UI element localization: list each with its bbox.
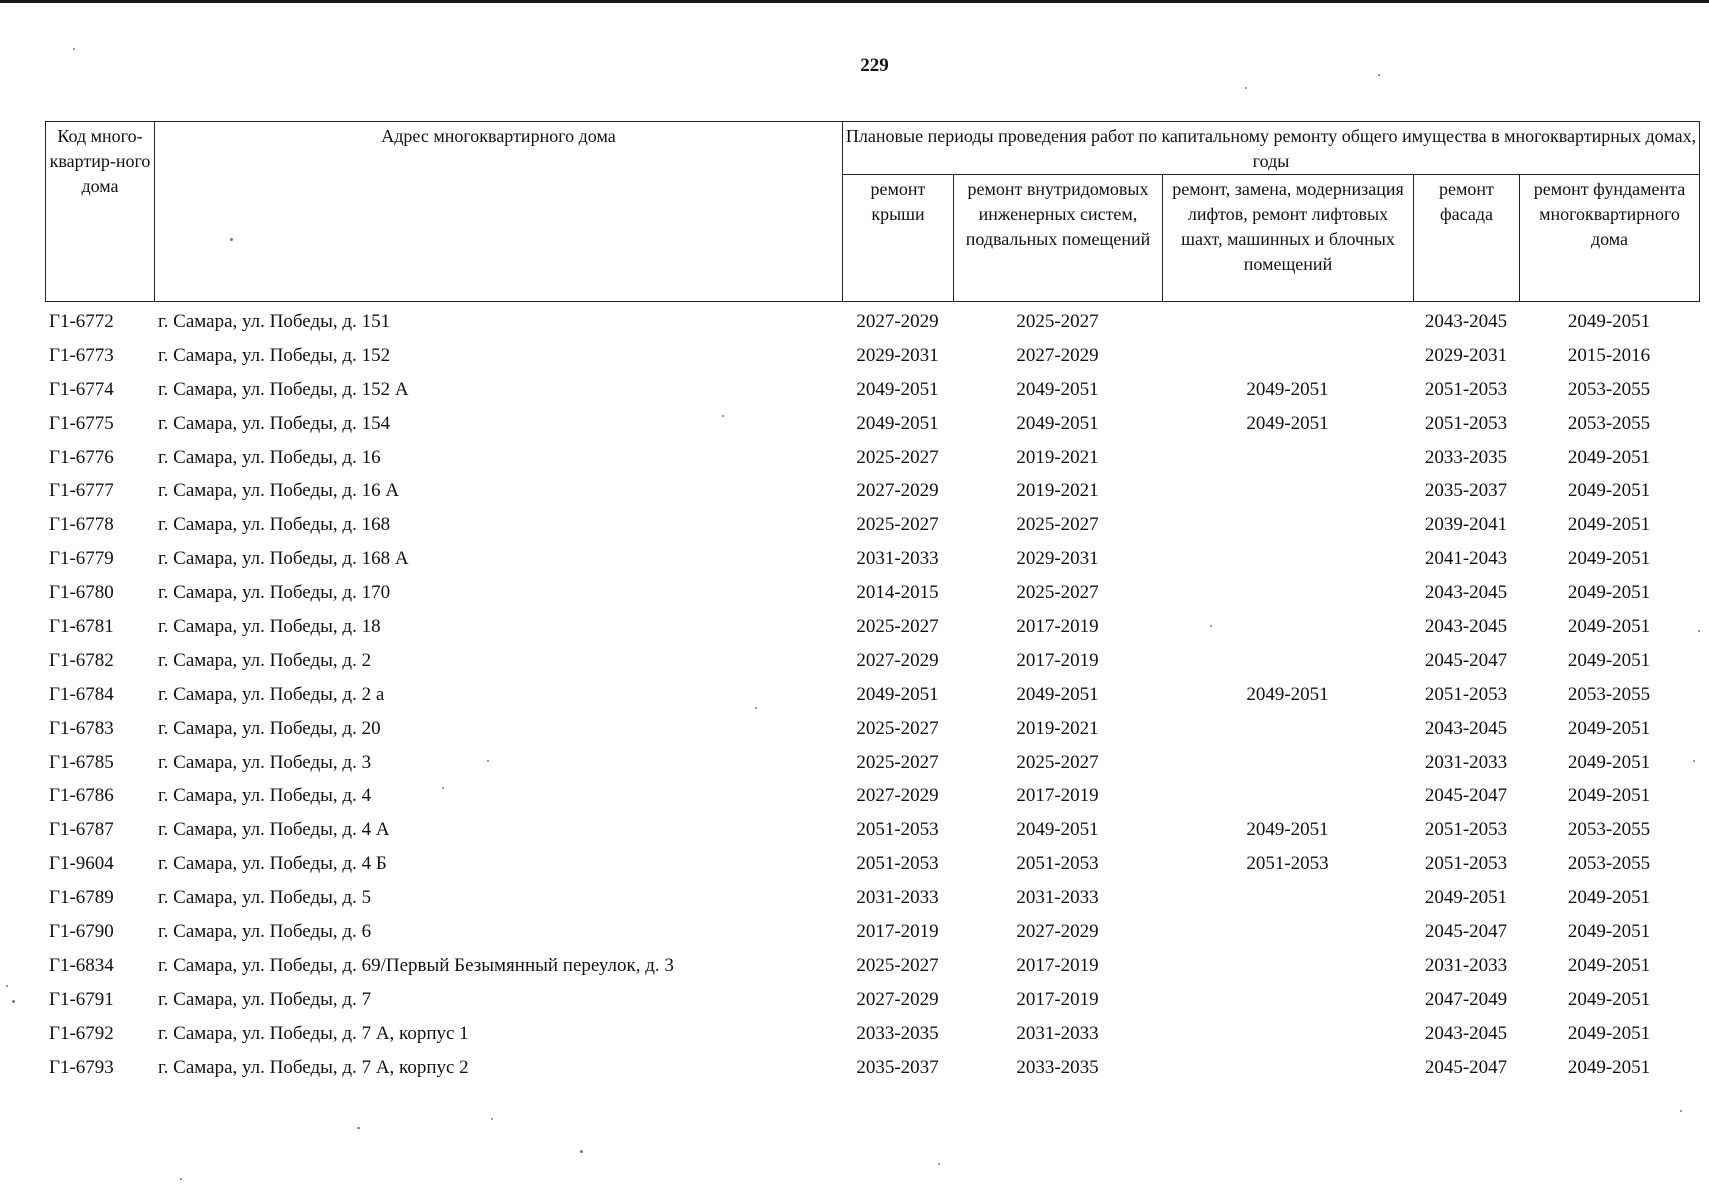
cell-facade: 2049-2051 [1424,887,1508,909]
cell-systems: 2025-2027 [1016,514,1099,536]
cell-lifts [1162,610,1413,644]
cell-address: г. Самара, ул. Победы, д. 152 [158,344,391,366]
cell-facade: 2045-2047 [1424,1056,1508,1078]
cell-foundation: 2049-2051 [1567,920,1651,942]
cell-roof: 2049-2051 [856,683,939,705]
cell-systems: 2049-2051 [1016,412,1099,434]
table-row [45,813,1699,847]
cell-address: г. Самара, ул. Победы, д. 69/Первый Безымянный переулок, д. 3 [158,954,674,976]
cell-lifts [1162,576,1413,610]
cell-lifts [1162,305,1413,339]
table-row [45,949,1699,983]
header-roof: ремонт крыши [843,175,954,302]
cell-lifts: 2049-2051 [1246,819,1329,841]
cell-roof: 2025-2027 [856,514,939,536]
cell-roof: 2027-2029 [856,649,939,671]
cell-foundation: 2049-2051 [1567,582,1651,604]
cell-systems: 2017-2019 [1016,615,1099,637]
cell-roof: 2049-2051 [856,378,939,400]
cell-foundation: 2049-2051 [1567,717,1651,739]
cell-systems: 2017-2019 [1016,785,1099,807]
cell-code: Г1-6834 [49,954,114,976]
table-row [45,983,1699,1017]
cell-address: г. Самара, ул. Победы, д. 4 [158,785,372,807]
cell-foundation: 2049-2051 [1567,446,1651,468]
cell-code: Г1-6778 [49,514,114,536]
cell-systems: 2029-2031 [1016,548,1099,570]
cell-roof: 2051-2053 [856,819,939,841]
cell-lifts [1162,644,1413,678]
cell-lifts [1162,1051,1413,1085]
cell-address: г. Самара, ул. Победы, д. 16 [158,446,381,468]
cell-systems: 2031-2033 [1016,887,1099,909]
cell-code: Г1-6786 [49,785,114,807]
cell-facade: 2043-2045 [1424,717,1508,739]
cell-code: Г1-6784 [49,683,114,705]
cell-systems: 2033-2035 [1016,1056,1099,1078]
cell-lifts [1162,746,1413,780]
cell-foundation: 2049-2051 [1567,751,1651,773]
cell-roof: 2035-2037 [856,1056,939,1078]
cell-roof: 2025-2027 [856,751,939,773]
cell-address: г. Самара, ул. Победы, д. 3 [158,751,372,773]
cell-facade: 2043-2045 [1424,1022,1508,1044]
cell-address: г. Самара, ул. Победы, д. 170 [158,582,391,604]
header-facade: ремонт фасада [1414,175,1520,302]
cell-code: Г1-6791 [49,988,114,1010]
table-row [45,779,1699,813]
cell-lifts: 2049-2051 [1246,412,1329,434]
cell-facade: 2033-2035 [1424,446,1508,468]
table-row [45,305,1699,339]
cell-address: г. Самара, ул. Победы, д. 168 А [158,548,409,570]
cell-lifts [1162,881,1413,915]
cell-address: г. Самара, ул. Победы, д. 7 [158,988,372,1010]
cell-code: Г1-6790 [49,920,114,942]
header-systems: ремонт внутридомовых инженерных систем, подвальных помещений [954,175,1163,302]
cell-systems: 2049-2051 [1016,378,1099,400]
cell-roof: 2014-2015 [856,582,939,604]
cell-facade: 2041-2043 [1424,548,1508,570]
cell-address: г. Самара, ул. Победы, д. 6 [158,920,372,942]
cell-systems: 2017-2019 [1016,954,1099,976]
cell-systems: 2019-2021 [1016,480,1099,502]
cell-facade: 2029-2031 [1424,344,1508,366]
cell-address: г. Самара, ул. Победы, д. 2 а [158,683,385,705]
cell-roof: 2051-2053 [856,853,939,875]
cell-lifts: 2049-2051 [1246,378,1329,400]
cell-foundation: 2049-2051 [1567,514,1651,536]
table-row [45,1017,1699,1051]
cell-facade: 2043-2045 [1424,310,1508,332]
table-row [45,847,1699,881]
cell-foundation: 2049-2051 [1567,954,1651,976]
cell-systems: 2049-2051 [1016,819,1099,841]
cell-systems: 2019-2021 [1016,446,1099,468]
cell-foundation: 2049-2051 [1567,887,1651,909]
cell-address: г. Самара, ул. Победы, д. 7 А, корпус 1 [158,1022,469,1044]
header-periods: Плановые периоды проведения работ по капитальному ремонту общего имущества в многоквартирных домах, годы [843,122,1700,175]
table-row [45,576,1699,610]
cell-code: Г1-6785 [49,751,114,773]
cell-code: Г1-6779 [49,548,114,570]
data-table [45,305,1699,1084]
cell-lifts [1162,508,1413,542]
cell-facade: 2031-2033 [1424,751,1508,773]
cell-facade: 2039-2041 [1424,514,1508,536]
cell-facade: 2031-2033 [1424,954,1508,976]
cell-code: Г1-6789 [49,887,114,909]
cell-address: г. Самара, ул. Победы, д. 4 Б [158,853,387,875]
table-row [45,407,1699,441]
cell-lifts [1162,1017,1413,1051]
table-row [45,746,1699,780]
cell-systems: 2027-2029 [1016,920,1099,942]
table-row [45,915,1699,949]
cell-systems: 2025-2027 [1016,751,1099,773]
table-row [45,610,1699,644]
cell-roof: 2027-2029 [856,785,939,807]
cell-address: г. Самара, ул. Победы, д. 154 [158,412,391,434]
cell-systems: 2017-2019 [1016,988,1099,1010]
cell-roof: 2029-2031 [856,344,939,366]
cell-foundation: 2015-2016 [1567,344,1651,366]
table-row [45,339,1699,373]
cell-code: Г1-9604 [49,853,114,875]
cell-foundation: 2053-2055 [1567,683,1651,705]
cell-code: Г1-6783 [49,717,114,739]
cell-lifts: 2051-2053 [1246,853,1329,875]
table-row [45,373,1699,407]
cell-roof: 2033-2035 [856,1022,939,1044]
table-row [45,881,1699,915]
cell-facade: 2047-2049 [1424,988,1508,1010]
cell-foundation: 2049-2051 [1567,988,1651,1010]
cell-facade: 2045-2047 [1424,920,1508,942]
table-body [45,305,1699,1084]
cell-foundation: 2049-2051 [1567,1056,1651,1078]
cell-code: Г1-6773 [49,344,114,366]
cell-systems: 2027-2029 [1016,344,1099,366]
cell-roof: 2027-2029 [856,310,939,332]
table-row [45,1051,1699,1085]
cell-facade: 2043-2045 [1424,615,1508,637]
cell-roof: 2031-2033 [856,548,939,570]
cell-lifts [1162,949,1413,983]
cell-foundation: 2053-2055 [1567,853,1651,875]
cell-address: г. Самара, ул. Победы, д. 4 А [158,819,390,841]
table-row [45,441,1699,475]
cell-systems: 2019-2021 [1016,717,1099,739]
cell-foundation: 2049-2051 [1567,615,1651,637]
page-number: 229 [860,55,889,76]
cell-facade: 2045-2047 [1424,785,1508,807]
cell-foundation: 2053-2055 [1567,412,1651,434]
cell-systems: 2025-2027 [1016,582,1099,604]
cell-foundation: 2049-2051 [1567,310,1651,332]
table-row [45,712,1699,746]
cell-code: Г1-6792 [49,1022,114,1044]
cell-facade: 2051-2053 [1424,378,1508,400]
cell-address: г. Самара, ул. Победы, д. 151 [158,310,391,332]
cell-address: г. Самара, ул. Победы, д. 168 [158,514,391,536]
cell-code: Г1-6781 [49,615,114,637]
cell-lifts [1162,915,1413,949]
cell-facade: 2051-2053 [1424,683,1508,705]
top-border-rule [0,0,1709,3]
cell-lifts [1162,542,1413,576]
cell-lifts [1162,712,1413,746]
cell-code: Г1-6782 [49,649,114,671]
cell-facade: 2035-2037 [1424,480,1508,502]
header-foundation: ремонт фундамента многоквартирного дома [1520,175,1700,302]
cell-code: Г1-6776 [49,446,114,468]
cell-address: г. Самара, ул. Победы, д. 20 [158,717,381,739]
table-header [45,121,1700,302]
cell-address: г. Самара, ул. Победы, д. 152 А [158,378,409,400]
cell-code: Г1-6774 [49,378,114,400]
cell-code: Г1-6793 [49,1056,114,1078]
cell-roof: 2025-2027 [856,446,939,468]
table-row [45,474,1699,508]
cell-foundation: 2049-2051 [1567,480,1651,502]
cell-roof: 2031-2033 [856,887,939,909]
cell-lifts [1162,339,1413,373]
cell-facade: 2051-2053 [1424,819,1508,841]
cell-systems: 2017-2019 [1016,649,1099,671]
cell-code: Г1-6780 [49,582,114,604]
cell-roof: 2049-2051 [856,412,939,434]
table-row [45,678,1699,712]
cell-code: Г1-6775 [49,412,114,434]
cell-foundation: 2049-2051 [1567,649,1651,671]
cell-code: Г1-6772 [49,310,114,332]
cell-lifts [1162,779,1413,813]
cell-code: Г1-6787 [49,819,114,841]
cell-systems: 2031-2033 [1016,1022,1099,1044]
cell-address: г. Самара, ул. Победы, д. 18 [158,615,381,637]
header-address: Адрес многоквартирного дома [155,122,843,302]
cell-systems: 2049-2051 [1016,683,1099,705]
cell-roof: 2025-2027 [856,615,939,637]
cell-foundation: 2053-2055 [1567,819,1651,841]
cell-facade: 2045-2047 [1424,649,1508,671]
cell-code: Г1-6777 [49,480,114,502]
cell-roof: 2027-2029 [856,480,939,502]
header-lifts: ремонт, замена, модернизация лифтов, ремонт лифтовых шахт, машинных и блочных помещений [1163,175,1414,302]
table-row [45,542,1699,576]
cell-lifts [1162,441,1413,475]
cell-roof: 2025-2027 [856,954,939,976]
cell-facade: 2051-2053 [1424,853,1508,875]
cell-address: г. Самара, ул. Победы, д. 7 А, корпус 2 [158,1056,469,1078]
cell-facade: 2051-2053 [1424,412,1508,434]
cell-roof: 2025-2027 [856,717,939,739]
cell-address: г. Самара, ул. Победы, д. 16 А [158,480,400,502]
cell-foundation: 2049-2051 [1567,548,1651,570]
cell-roof: 2027-2029 [856,988,939,1010]
cell-foundation: 2049-2051 [1567,1022,1651,1044]
cell-systems: 2051-2053 [1016,853,1099,875]
cell-roof: 2017-2019 [856,920,939,942]
cell-foundation: 2053-2055 [1567,378,1651,400]
cell-foundation: 2049-2051 [1567,785,1651,807]
cell-lifts: 2049-2051 [1246,683,1329,705]
table-row [45,644,1699,678]
cell-address: г. Самара, ул. Победы, д. 2 [158,649,372,671]
cell-lifts [1162,983,1413,1017]
cell-facade: 2043-2045 [1424,582,1508,604]
cell-lifts [1162,474,1413,508]
header-code: Код много-квартир-ного дома [46,122,155,302]
cell-systems: 2025-2027 [1016,310,1099,332]
table-row [45,508,1699,542]
cell-address: г. Самара, ул. Победы, д. 5 [158,887,372,909]
